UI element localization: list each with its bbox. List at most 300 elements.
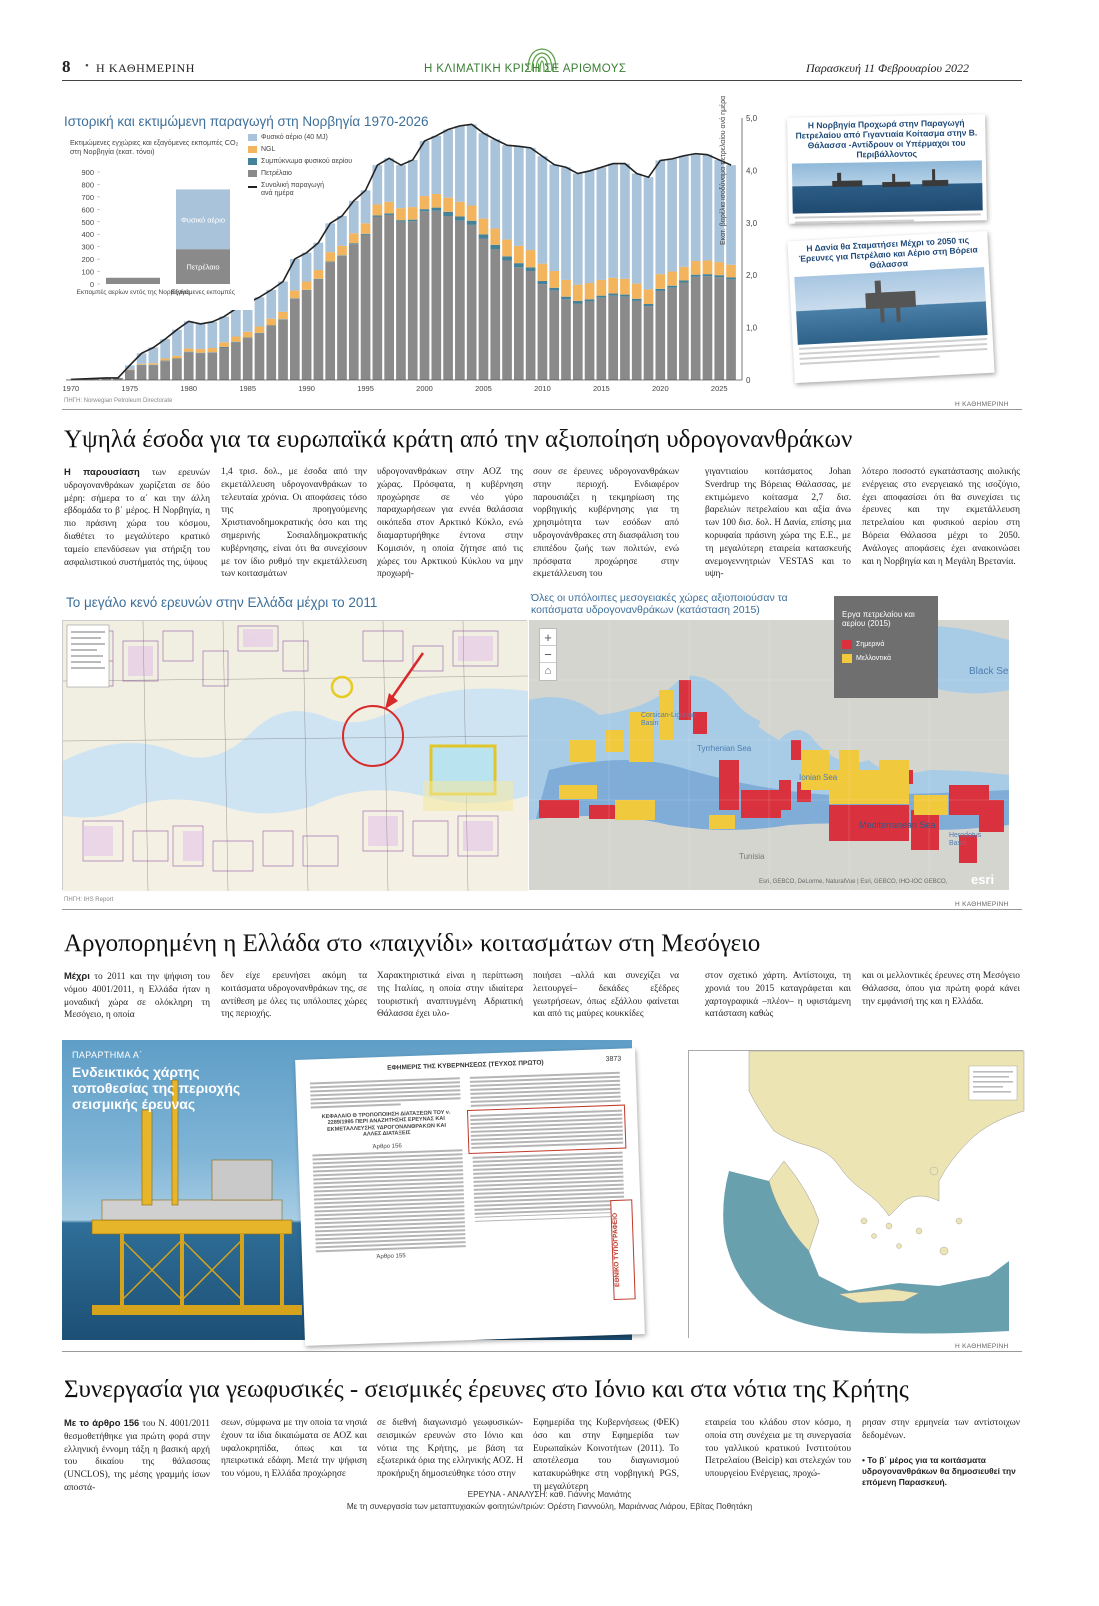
x-tick-label: 2025 xyxy=(710,384,728,393)
bar-condensate-2020 xyxy=(655,289,665,291)
legend-total-label: Συνολική παραγωγή ανά ημέρα xyxy=(261,182,324,197)
bar-condensate-2022 xyxy=(679,280,689,282)
y-tick-label: 0 xyxy=(746,376,751,385)
bar-gas-2005 xyxy=(479,133,489,218)
bar-condensate-1978 xyxy=(160,361,170,362)
y-axis-label: Εκατ. βαρέλια ισοδύναμα πετρελαίου ανά ημέρα xyxy=(720,95,727,245)
right-map-title: Όλες οι υπόλοιπες μεσογειακές χώρες αξιοποιούσαν τα κοιτάσματα υδρογονανθράκων (κατάσταση 2015) xyxy=(531,592,788,616)
paper-name: Η ΚΑΘΗΜΕΡΙΝΗ xyxy=(96,61,196,75)
map-zoom-controls xyxy=(539,628,557,681)
bar-ngl-1981 xyxy=(196,349,206,353)
x-tick-label: 1995 xyxy=(357,384,374,393)
bar-gas-2007 xyxy=(502,145,512,239)
bar-gas-2000 xyxy=(420,141,430,196)
chart-source: ΠΗΓΗ: Norwegian Petroleum Directorate xyxy=(64,398,173,404)
gazette-page: 3873 xyxy=(605,1055,622,1064)
bar-gas-2016 xyxy=(608,164,618,278)
article2-col-1 xyxy=(64,970,210,1022)
left-map xyxy=(62,620,527,890)
bar-ngl-2014 xyxy=(585,283,595,299)
bar-oil-1999 xyxy=(408,221,418,380)
article3-col-6: ρησαν στην ερμηνεία των αντίστοιχων δεδομένων. xyxy=(862,1418,1020,1441)
inset-category-label: Εκπομπές αερίων εντός της Νορβηγίας xyxy=(76,289,190,296)
emissions-inset xyxy=(64,132,254,310)
bar-ngl-2017 xyxy=(620,279,630,295)
x-tick-label: 1985 xyxy=(239,384,257,393)
x-tick-label: 2010 xyxy=(534,384,551,393)
bar-oil-2020 xyxy=(655,291,665,380)
right-map xyxy=(529,610,1009,890)
bar-gas-1980 xyxy=(184,321,194,348)
label-tunisia: Tunisia xyxy=(739,852,765,861)
bar-condensate-1995 xyxy=(361,234,371,235)
bar-oil-1990 xyxy=(302,290,312,380)
bar-oil-1978 xyxy=(160,361,170,380)
bar-ngl-1988 xyxy=(278,312,288,319)
bar-oil-2011 xyxy=(549,290,559,380)
inset-category-label: Εξαγόμενες εκπομπές xyxy=(171,289,235,296)
article3-col-4: Εφημερίδα της Κυβερνήσεως (ΦΕΚ) όσο και στην Εφημερίδα των Ευρωπαϊκών Κοινοτήτων (2011). Το αποτέλεσμα του διαγωνισμού κατακυρώθηκε στη νορβηγική PGS, τη μεγαλύτερη xyxy=(533,1418,679,1492)
article1-col-4: σουν σε έρευνες υδρογονανθράκων στην περιοχή. Ενδιαφέρον παρουσιάζει η τεκμηρίωση της νορβηγικής κυβέρνησης για τη χρησιμότητα των εσόδων από υδρογονάνθρακες στη διασφάλιση του επιπέδου ζωής των πολιτών, ενώ πρόσφατα προχώρησε στην εκμετάλλευση του xyxy=(533,467,679,580)
bar-gas-1987 xyxy=(266,290,276,319)
clipping-denmark-photo xyxy=(794,267,987,345)
bar-gas-1999 xyxy=(408,160,418,207)
bar-condensate-1999 xyxy=(408,220,418,222)
legend-condensate-label: Συμπύκνωμα φυσικού αερίου xyxy=(261,158,353,165)
bar-oil-1993 xyxy=(337,256,347,380)
esri-credit: Esri, GEBCO, DeLorme, NaturalVue | Esri, GEBCO, IHO-IOC GEBCO, xyxy=(759,879,948,885)
bar-gas-2019 xyxy=(644,177,654,289)
bar-oil-2006 xyxy=(490,249,500,380)
map-legend-future xyxy=(842,654,930,663)
bar-oil-2017 xyxy=(620,297,630,380)
clipping-norway-title: Η Νορβηγία Προχωρά στην Παραγωγή Πετρελαίου από Γιγαντιαία Κοίτασμα στην Β. Θάλασσα -Αντίδρουν οι Υπέρμαχοι του Περιβάλλοντος xyxy=(795,117,978,160)
left-map-title: Το μεγάλο κενό ερευνών στην Ελλάδα μέχρι το 2011 xyxy=(66,595,378,610)
legend-condensate xyxy=(248,158,368,165)
bar-gas-2009 xyxy=(526,148,536,250)
bar-ngl-1986 xyxy=(255,327,265,333)
bar-ngl-2008 xyxy=(514,246,524,263)
bar-oil-2004 xyxy=(467,225,477,380)
bar-oil-1983 xyxy=(219,348,229,380)
bar-ngl-1985 xyxy=(243,332,253,338)
article3-col-3: σε διεθνή διαγωνισμό γεωφυσικών-σεισμικών ερευνών στο Ιόνιο και νότια της Κρήτης, με βάση τα εξωτερικά όρια της ελληνικής ΑΟΖ. Η προκήρυξη δημοσιεύθηκε τόσο στην xyxy=(377,1418,523,1480)
x-tick-label: 2015 xyxy=(593,384,610,393)
clipping-denmark xyxy=(787,231,994,383)
gazette-section: ΚΕΦΑΛΑΙΟ Θ ΤΡΟΠΟΠΟΙΗΣΗ ΔΙΑΤΑΞΕΩΝ ΤΟΥ ν. 2289/1995 ΠΕΡΙ ΑΝΑΖΗΤΗΣΗΣ ΕΡΕΥΝΑΣ ΚΑΙ ΕΚΜΕΤΑΛΛΕΥΣΗΣ ΥΔΡΟΓΟΝΑΝΘΡΑΚΩΝ ΚΑΙ ΑΛΛΕΣ ΔΙΑΤΑΞΕΙΣ xyxy=(321,1109,451,1139)
article2-col-1-text: το 2011 και την ψήφιση του νόμου 4001/2011, η Ελλάδα ήταν η μοναδική χώρα σε ολόκληρη τη Μεσόγειο, η οποία xyxy=(64,972,211,1021)
bar-ngl-1980 xyxy=(184,349,194,352)
bar-gas-2002 xyxy=(443,130,453,198)
bar-ngl-1998 xyxy=(396,208,406,220)
bar-condensate-2014 xyxy=(585,299,595,301)
bar-condensate-1990 xyxy=(302,290,312,291)
credit-kathimerini-3: Η ΚΑΘΗΜΕΡΙΝΗ xyxy=(955,1343,1009,1350)
x-tick-label: 1970 xyxy=(62,384,80,393)
label-tyrrhenian: Tyrrhenian Sea xyxy=(697,744,752,753)
bar-condensate-2026 xyxy=(726,277,736,279)
bar-gas-2010 xyxy=(538,156,548,263)
footer-collaboration: Με τη συνεργασία των μεταπτυχιακών φοιτητών/τριών: Ορέστη Γιαννούλη, Μαριάννας Λιάρου, Εβίτας Ποθητάκη xyxy=(346,1502,753,1511)
bar-ngl-2016 xyxy=(608,278,618,294)
article2-col-5: στον σχετικό χάρτη. Αντίστοιχα, τη χρονιά του 2015 καταγράφεται και χαρτογραφικά –πλέον– η υφιστάμενη κατάσταση καθώς xyxy=(705,971,851,1020)
bar-condensate-2019 xyxy=(644,304,654,306)
legend-gas-label: Φυσικό αέριο (40 MJ) xyxy=(261,134,328,141)
bar-condensate-1980 xyxy=(184,352,194,353)
bar-oil-2021 xyxy=(667,288,677,380)
bar-gas-2006 xyxy=(490,139,500,228)
label-herodotus: Herodotus Basin xyxy=(949,832,982,847)
bar-oil-1987 xyxy=(266,326,276,380)
article3-note: • Το β΄ μέρος για τα κοιτάσματα υδρογονανθράκων θα δημοσιευθεί την επόμενη Παρασκευή. xyxy=(862,1455,1016,1487)
bar-oil-1976 xyxy=(137,365,147,380)
bar-oil-2023 xyxy=(691,277,701,380)
bar-condensate-2013 xyxy=(573,301,583,304)
bar-gas-2015 xyxy=(597,167,607,280)
bar-condensate-2017 xyxy=(620,295,630,297)
article3-headline: Συνεργασία για γεωφυσικές - σεισμικές έρευνες στο Ιόνιο και στα νότια της Κρήτης xyxy=(64,1376,909,1403)
bar-condensate-2011 xyxy=(549,288,559,291)
bar-condensate-1979 xyxy=(172,359,182,360)
bar-gas-1981 xyxy=(196,324,206,349)
y-tick-label: 1,0 xyxy=(746,323,758,333)
bar-oil-2019 xyxy=(644,306,654,380)
bar-condensate-2004 xyxy=(467,221,477,225)
bar-ngl-1997 xyxy=(384,202,394,214)
bar-oil-2016 xyxy=(608,296,618,380)
article3-col-1-text: του Ν. 4001/2011 θεσμοθετήθηκε για πρώτη φορά στην ελληνική έννομη τάξη η βασική αρχή του δικαίου της θάλασσας (UNCLOS), της μέσης γραμμής ίσων αποστά- xyxy=(64,1419,210,1493)
bar-condensate-1984 xyxy=(231,342,241,343)
bar-ngl-1990 xyxy=(302,281,312,289)
map-legend-title: Εργα πετρελαίου και αερίου (2015) xyxy=(842,610,915,628)
bar-condensate-2025 xyxy=(714,275,724,277)
bar-oil-1975 xyxy=(125,370,135,380)
bar-gas-2001 xyxy=(431,136,441,194)
bar-condensate-2003 xyxy=(455,217,465,221)
bar-ngl-1984 xyxy=(231,337,241,342)
bar-oil-2012 xyxy=(561,299,571,380)
bar-gas-1976 xyxy=(137,353,147,363)
bar-ngl-2005 xyxy=(479,219,489,235)
legend-oil xyxy=(248,170,368,177)
bar-condensate-1988 xyxy=(278,319,288,320)
bar-ngl-1978 xyxy=(160,359,170,361)
bar-condensate-1991 xyxy=(314,279,324,280)
article1-headline: Υψηλά έσοδα για τα ευρωπαϊκά κράτη από την αξιοποίηση υδρογονανθράκων xyxy=(64,426,853,453)
legend-total xyxy=(248,182,368,198)
bar-oil-1991 xyxy=(314,279,324,380)
bar-oil-1980 xyxy=(184,352,194,380)
rule-1 xyxy=(62,409,1022,410)
bar-gas-2013 xyxy=(573,174,583,285)
bar-oil-2009 xyxy=(526,271,536,380)
clipping-denmark-title: Η Δανία θα Σταματήσει Μέχρι το 2050 τις Έρευνες για Πετρέλαιο και Αέριο στη Βόρεια Θάλασσα xyxy=(798,234,978,271)
bar-ngl-1995 xyxy=(361,223,371,233)
article3-col-5: εταιρεία του κλάδου στον κόσμο, η οποία στη συνέχεια με τη συνεργασία του γαλλικού κρατικού Ινστιτούτου Πετρελαίου (Beicip) και στελεχών του υπουργείου Ενέργειας, προχώ- xyxy=(705,1418,851,1480)
clipping-norway xyxy=(787,114,987,223)
zoom-in-button[interactable]: + xyxy=(540,629,556,646)
bar-gas-1998 xyxy=(396,165,406,208)
bar-gas-1986 xyxy=(255,297,265,326)
bar-gas-1989 xyxy=(290,259,300,290)
gazette-header: ΕΦΗΜΕΡΙΣ ΤΗΣ ΚΥΒΕΡΝΗΣΕΩΣ (ΤΕΥΧΟΣ ΠΡΩΤΟ) xyxy=(387,1059,544,1072)
legend-oil-label: Πετρέλαιο xyxy=(261,170,292,177)
bar-oil-1982 xyxy=(207,353,217,380)
bar-oil-2025 xyxy=(714,277,724,380)
bar-oil-1977 xyxy=(149,365,159,380)
bar-gas-2017 xyxy=(620,164,630,279)
bar-oil-2010 xyxy=(538,284,548,380)
bar-condensate-1977 xyxy=(149,365,159,366)
bar-ngl-2002 xyxy=(443,198,453,212)
bar-condensate-2023 xyxy=(691,275,701,277)
inset-y-tick: 600 xyxy=(81,205,94,215)
bar-oil-2001 xyxy=(431,211,441,380)
issue-date: Παρασκευή 11 Φεβρουαρίου 2022 xyxy=(806,61,970,75)
bar-oil-1979 xyxy=(172,359,182,380)
bar-ngl-1999 xyxy=(408,207,418,220)
inset-y-tick: 200 xyxy=(81,255,94,265)
inset-y-tick: 100 xyxy=(81,267,94,277)
bar-ngl-1979 xyxy=(172,356,182,359)
bar-gas-2020 xyxy=(655,160,665,274)
article1-col-6: λότερο ποσοστό εγκατάστασης αιολικής ενέργειας στο ενεργειακό της ισοζύγιο, έχει αποφασίσει ότι θα συνεχίσει τις έρευνες και την εκμετάλλευση πετρελαίου και φυσικού αερίου στη Βόρεια Θάλασσα μέχρι το 2050. Ανάλογες αποφάσεις έχει ανακοινώσει και η Νορβηγία και η Μεγάλη Βρετανία. xyxy=(862,467,1020,567)
label-ionian: Ionian Sea xyxy=(799,773,838,782)
bar-condensate-1997 xyxy=(384,213,394,215)
bar-ngl-2007 xyxy=(502,240,512,257)
inset-bar-oil-0 xyxy=(106,278,160,284)
bar-oil-1995 xyxy=(361,235,371,380)
bar-ngl-2021 xyxy=(667,272,677,286)
page-number: 8 xyxy=(62,57,71,76)
legend-ngl xyxy=(248,146,368,153)
bar-oil-2018 xyxy=(632,301,642,380)
bar-oil-2000 xyxy=(420,211,430,380)
article2-col-4: ποιήσει –αλλά και συνεχίζει να λειτουργεί– δεκάδες εξέδρες γεωτρήσεων, όπως εξάλλου φαίνεται και από τις μαύρες κουκκίδες xyxy=(533,971,679,1020)
bar-condensate-1981 xyxy=(196,353,206,354)
bar-oil-2015 xyxy=(597,298,607,380)
bar-gas-2021 xyxy=(667,159,677,272)
x-tick-label: 1990 xyxy=(298,384,315,393)
emissions-title: Εκτιμώμενες εγχώριες και εξαγόμενες εκπομπές CO₂ στη Νορβηγία (εκατ. τόνοι) xyxy=(70,138,239,156)
y-tick-label: 2,0 xyxy=(746,271,758,281)
article1-lead: Η παρουσίαση xyxy=(64,466,140,477)
label-mediterranean: Mediterranean Sea xyxy=(859,820,936,830)
bar-condensate-2007 xyxy=(502,256,512,260)
bar-ngl-2009 xyxy=(526,250,536,267)
inset-y-tick: 0 xyxy=(89,280,94,289)
bar-condensate-2005 xyxy=(479,234,489,238)
bar-ngl-2000 xyxy=(420,196,430,209)
bar-ngl-2026 xyxy=(726,265,736,278)
y-tick-label: 3,0 xyxy=(746,218,758,228)
bar-gas-2022 xyxy=(679,156,689,267)
bar-condensate-2002 xyxy=(443,212,453,216)
emissions-svg xyxy=(64,160,254,310)
bar-condensate-2000 xyxy=(420,209,430,211)
bar-oil-2024 xyxy=(703,276,713,380)
bar-condensate-1987 xyxy=(266,326,276,327)
footer-research: ΕΡΕΥΝΑ - ΑΝΑΛΥΣΗ: καθ. Γιάννης Μανιάτης xyxy=(467,1490,632,1499)
masthead-rule xyxy=(62,80,1022,81)
bar-gas-1990 xyxy=(302,253,312,282)
bar-gas-1993 xyxy=(337,216,347,246)
bar-gas-1984 xyxy=(231,309,241,337)
article2-col-3: Χαρακτηριστικά είναι η περίπτωση της Ιταλίας, η οποία στην ιδιαίτερα τουριστική αναπτυγμένη Αδριατική Θάλασσα έχει υλο- xyxy=(377,971,523,1020)
bar-gas-1997 xyxy=(384,158,394,201)
bar-oil-2005 xyxy=(479,239,489,380)
bar-ngl-2019 xyxy=(644,289,654,304)
bar-oil-1992 xyxy=(325,262,335,380)
bar-oil-1994 xyxy=(349,244,359,380)
bar-gas-1979 xyxy=(172,330,182,356)
article1-col-2: 1,4 τρισ. δολ., με έσοδα από την εκμετάλλευση υδρογονανθράκων το τελευταία χρόνια. Οι αποφάσεις τόσο της προηγούμενης Χριστιανοδημοκρατικής όσο και της σημερινής Σοσιαλδημοκρατικής κυβέρνησης, είναι ότι θα συνεχίσουν με τον ίδιο ρυθμό την εκμετάλλευση των κοιτασμάτων xyxy=(221,467,367,580)
bar-ngl-1992 xyxy=(325,252,335,261)
bar-oil-2003 xyxy=(455,221,465,380)
left-map-source: ΠΗΓΗ: IHS Report xyxy=(64,897,114,903)
annex-label: ΠΑΡΑΡΤΗΜΑ Α΄ xyxy=(72,1050,143,1060)
bar-ngl-1976 xyxy=(137,364,147,365)
bar-condensate-2001 xyxy=(431,208,441,211)
bar-condensate-1989 xyxy=(290,298,300,299)
article3-col-1 xyxy=(64,1417,210,1495)
article2-col-6: και οι μελλοντικές έρευνες στη Μεσόγειο Θάλασσα, όπου για πρώτη φορά κάνει την εμφάνισή της και η Ελλάδα. xyxy=(862,971,1020,1007)
gazette-stamp: ΕΘΝΙΚΟ ΤΥΠΟΓΡΑΦΕΙΟ xyxy=(610,1199,635,1300)
inset-y-tick: 800 xyxy=(81,180,94,190)
label-black-sea: Black Se xyxy=(969,666,1009,677)
bar-oil-1985 xyxy=(243,338,253,380)
bar-condensate-1982 xyxy=(207,352,217,353)
bar-oil-2013 xyxy=(573,303,583,380)
bar-gas-2008 xyxy=(514,146,524,246)
inset-y-tick: 300 xyxy=(81,242,94,252)
bar-ngl-2022 xyxy=(679,267,689,281)
inset-y-tick: 900 xyxy=(81,168,94,177)
bar-ngl-1983 xyxy=(219,342,229,347)
bar-ngl-1977 xyxy=(149,363,159,365)
inset-y-tick: 400 xyxy=(81,230,94,240)
bar-ngl-2013 xyxy=(573,285,583,301)
inset-y-tick: 700 xyxy=(81,192,94,202)
bar-condensate-2010 xyxy=(538,281,548,284)
bar-condensate-2016 xyxy=(608,294,618,296)
bar-gas-2018 xyxy=(632,174,642,284)
bar-gas-1983 xyxy=(219,317,229,343)
bar-ngl-1993 xyxy=(337,246,347,255)
bar-condensate-1983 xyxy=(219,347,229,348)
bar-condensate-1992 xyxy=(325,262,335,263)
article1-col-5: γιγαντιαίου κοιτάσματος Johan Sverdrup της Βόρειας Θάλασσας, με εκτιμώμενο κοίτασμα 2,7 δισ. βαρελιών πετρελαίου και αξία άνω των 100 δισ. δολ. Η Δανία, επίσης μια κορυφαία πράσινη χώρα της Ε.Ε., με τη μεγαλύτερη εταιρεία κατασκευής ανεμογεννητριών VESTAS και το υψη- xyxy=(705,467,851,580)
y-tick-label: 5,0 xyxy=(746,114,758,123)
bar-gas-1988 xyxy=(278,281,288,311)
bar-condensate-1994 xyxy=(349,243,359,244)
bar-ngl-2025 xyxy=(714,262,724,275)
bar-oil-1988 xyxy=(278,320,288,380)
gazette-article-155: Άρθρο 155 xyxy=(376,1252,406,1260)
bar-condensate-2015 xyxy=(597,296,607,298)
x-tick-label: 2005 xyxy=(475,384,492,393)
bar-gas-2026 xyxy=(726,165,736,265)
chart-legend xyxy=(248,134,368,203)
bar-gas-2011 xyxy=(549,165,559,271)
bar-condensate-1998 xyxy=(396,220,406,222)
bar-oil-1981 xyxy=(196,353,206,380)
article2-headline: Αργοπορημένη η Ελλάδα στο «παιχνίδι» κοιτασμάτων στη Μεσόγειο xyxy=(64,930,761,957)
bar-oil-1996 xyxy=(373,217,383,380)
map-legend xyxy=(834,596,938,698)
bar-oil-2022 xyxy=(679,283,689,380)
bar-gas-1982 xyxy=(207,322,217,348)
bar-gas-2004 xyxy=(467,124,477,205)
zoom-out-button[interactable]: − xyxy=(540,646,556,663)
bar-ngl-2012 xyxy=(561,280,571,297)
bar-ngl-1989 xyxy=(290,290,300,298)
inset-y-tick: 500 xyxy=(81,217,94,227)
credit-kathimerini-1: Η ΚΑΘΗΜΕΡΙΝΗ xyxy=(955,401,1009,408)
legend-ngl-label: NGL xyxy=(261,146,276,153)
article1-col-1-text: των ερευνών υδρογονανθράκων χωρίζεται σε δύο μέρη: σήμερα το α΄ και την άλλη εβδομάδα το β΄ μέρος. Η Νορβηγία, η πιο πράσινη χώρα του κόσμου, διαθέτει το μεγαλύτερο κρατικό ταμείο επενδύσεων για στήριξη του ασφαλιστικού συστήματός της, ύψους xyxy=(64,468,210,568)
bar-condensate-1986 xyxy=(255,333,265,334)
bar-oil-1989 xyxy=(290,299,300,380)
bar-ngl-1994 xyxy=(349,233,359,243)
inset-segment-label: Πετρέλαιο xyxy=(186,262,220,272)
bar-ngl-2024 xyxy=(703,261,713,275)
home-button[interactable]: ⌂ xyxy=(544,665,552,677)
bar-ngl-2004 xyxy=(467,206,477,221)
photo-caption: Ενδεικτικός χάρτης τοποθεσίας της περιοχής σεισμικής έρευνας xyxy=(72,1064,241,1112)
bar-condensate-1993 xyxy=(337,255,347,256)
bar-oil-1984 xyxy=(231,342,241,380)
bar-condensate-2018 xyxy=(632,299,642,301)
bar-condensate-2008 xyxy=(514,263,524,267)
masthead-separator: • xyxy=(85,60,89,72)
bar-ngl-1996 xyxy=(373,204,383,215)
bar-condensate-1976 xyxy=(137,365,147,366)
bar-condensate-2012 xyxy=(561,297,571,300)
x-tick-label: 1980 xyxy=(180,384,198,393)
legend-gas xyxy=(248,134,368,141)
label-corsican: Corsican-Ligurian Basin xyxy=(641,712,696,727)
norway-chart-title: Ιστορική και εκτιμώμενη παραγωγή στη Νορβηγία 1970-2026 xyxy=(64,114,429,129)
bar-condensate-2006 xyxy=(490,245,500,249)
bar-gas-2023 xyxy=(691,154,701,261)
bar-gas-2012 xyxy=(561,167,571,280)
bar-condensate-2024 xyxy=(703,274,713,276)
bar-oil-2008 xyxy=(514,267,524,380)
rule-2 xyxy=(62,909,1022,910)
bar-oil-1986 xyxy=(255,333,265,380)
bar-condensate-2009 xyxy=(526,267,536,271)
bar-gas-1991 xyxy=(314,243,324,270)
bar-ngl-2003 xyxy=(455,202,465,217)
credit-kathimerini-2: Η ΚΑΘΗΜΕΡΙΝΗ xyxy=(955,901,1009,908)
gazette-article-156: Άρθρο 156 xyxy=(372,1143,402,1151)
article2-lead: Μέχρι xyxy=(64,970,90,981)
bar-gas-2024 xyxy=(703,155,713,261)
bar-ngl-2018 xyxy=(632,284,642,299)
bar-oil-2014 xyxy=(585,301,595,380)
section-title: Η ΚΛΙΜΑΤΙΚΗ ΚΡΙΣΗ ΣΕ ΑΡΙΘΜΟΥΣ xyxy=(424,63,627,75)
gazette-highlight xyxy=(467,1104,626,1154)
x-tick-label: 2020 xyxy=(651,384,669,393)
esri-logo: esri xyxy=(971,872,995,887)
bar-condensate-1996 xyxy=(373,215,383,216)
map-legend-future-label: Μελλοντικά xyxy=(856,655,892,662)
map-legend-today xyxy=(842,640,930,649)
bar-ngl-1991 xyxy=(314,270,324,279)
bar-ngl-2015 xyxy=(597,280,607,296)
bar-ngl-2006 xyxy=(490,229,500,245)
